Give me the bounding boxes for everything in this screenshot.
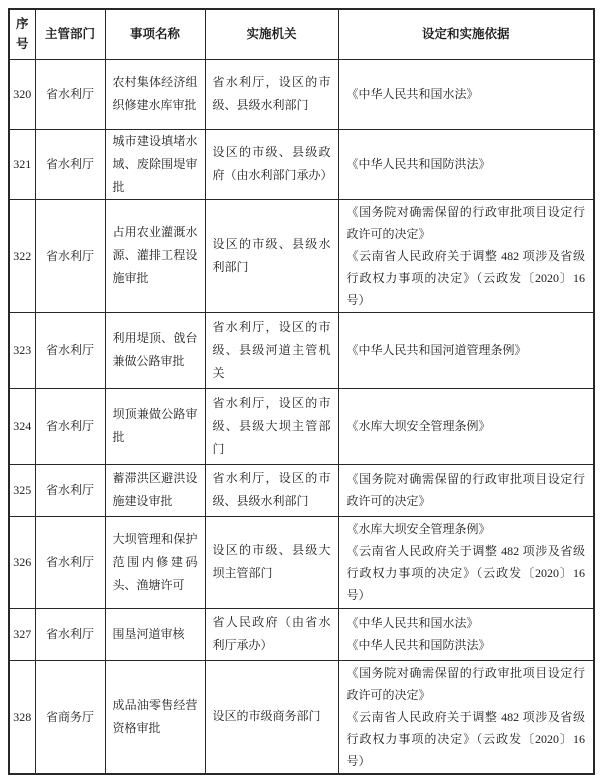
table-row (9, 516, 594, 608)
table-row (9, 59, 594, 129)
agency-cell: 设区的市级、县级水利部门 (205, 199, 338, 312)
agency-cell: 省人民政府（由省水利厅承办） (205, 608, 338, 660)
agency-cell: 省水利厅，设区的市级、县级水利部门 (205, 464, 338, 516)
basis-entry: 《云南省人民政府关于调整 482 项涉及省级行政权力事项的决定》（云政发〔2020〕16 号） (346, 544, 585, 602)
item-name-cell: 坝顶兼做公路审批 (105, 388, 205, 464)
item-name-cell: 蓄滞洪区避洪设施建设审批 (105, 464, 205, 516)
table-row (9, 660, 594, 774)
administrative-items-table (8, 8, 595, 775)
dept-cell: 省水利厅 (35, 59, 105, 129)
dept-cell: 省水利厅 (35, 129, 105, 199)
dept-cell: 省商务厅 (35, 660, 105, 774)
row-number-cell: 326 (9, 516, 35, 608)
basis-entry: 《水库大坝安全管理条例》 (346, 419, 491, 433)
agency-cell: 省水利厅，设区的市级、县级河道主管机关 (205, 312, 338, 388)
row-number-cell: 320 (9, 59, 35, 129)
basis-entry: 《国务院对确需保留的行政审批项目设定行政许可的决定》 (346, 204, 585, 241)
dept-cell: 省水利厅 (35, 199, 105, 312)
basis-entry: 《云南省人民政府关于调整 482 项涉及省级行政权力事项的决定》（云政发〔2020〕16 号） (346, 709, 585, 768)
basis-entry: 《中华人民共和国河道管理条例》 (346, 343, 527, 357)
item-name-cell: 围垦河道审核 (105, 608, 205, 660)
table-row (9, 608, 594, 660)
row-number-cell: 322 (9, 199, 35, 312)
header-no: 序号 (9, 9, 35, 59)
agency-cell: 省水利厅，设区的市级、县级水利部门 (205, 59, 338, 129)
header-basis: 设定和实施依据 (338, 9, 594, 59)
basis-cell (338, 129, 594, 199)
header-row (9, 9, 594, 59)
item-name-cell: 成品油零售经营资格审批 (105, 660, 205, 774)
item-name-cell: 利用堤顶、戗台兼做公路审批 (105, 312, 205, 388)
basis-entry: 《水库大坝安全管理条例》 (346, 522, 491, 536)
item-name-cell: 占用农业灌溉水源、灌排工程设施审批 (105, 199, 205, 312)
basis-cell (338, 312, 594, 388)
dept-cell: 省水利厅 (35, 312, 105, 388)
basis-cell (338, 660, 594, 774)
item-name-cell: 大坝管理和保护范围内修建码头、渔塘许可 (105, 516, 205, 608)
basis-entry: 《国务院对确需保留的行政审批项目设定行政许可的决定》 (346, 665, 585, 702)
dept-cell: 省水利厅 (35, 464, 105, 516)
row-number-cell: 323 (9, 312, 35, 388)
basis-entry: 《云南省人民政府关于调整 482 项涉及省级行政权力事项的决定》（云政发〔2020〕16 号） (346, 248, 585, 307)
header-agency: 实施机关 (205, 9, 338, 59)
basis-cell (338, 464, 594, 516)
table-row (9, 199, 594, 312)
row-number-cell: 321 (9, 129, 35, 199)
header-item: 事项名称 (105, 9, 205, 59)
basis-cell (338, 608, 594, 660)
basis-cell (338, 59, 594, 129)
basis-cell (338, 516, 594, 608)
basis-entry: 《中华人民共和国水法》 (346, 616, 479, 630)
agency-cell: 设区的市级、县级政府（由水利部门承办） (205, 129, 338, 199)
basis-entry: 《中华人民共和国防洪法》 (346, 638, 491, 652)
basis-entry: 《中华人民共和国水法》 (346, 87, 479, 101)
basis-entry: 《国务院对确需保留的行政审批项目设定行政许可的决定》 (346, 472, 585, 508)
item-name-cell: 城市建设填堵水域、废除围堤审批 (105, 129, 205, 199)
row-number-cell: 325 (9, 464, 35, 516)
table-row (9, 388, 594, 464)
row-number-cell: 327 (9, 608, 35, 660)
dept-cell: 省水利厅 (35, 388, 105, 464)
table-row (9, 129, 594, 199)
agency-cell: 省水利厅，设区的市级、县级大坝主管部门 (205, 388, 338, 464)
table-row (9, 312, 594, 388)
dept-cell: 省水利厅 (35, 516, 105, 608)
agency-cell: 设区的市级商务部门 (205, 660, 338, 774)
agency-cell: 设区的市级、县级大坝主管部门 (205, 516, 338, 608)
basis-entry: 《中华人民共和国防洪法》 (346, 157, 491, 171)
table-row (9, 464, 594, 516)
item-name-cell: 农村集体经济组织修建水库审批 (105, 59, 205, 129)
dept-cell: 省水利厅 (35, 608, 105, 660)
header-dept: 主管部门 (35, 9, 105, 59)
basis-cell (338, 388, 594, 464)
basis-cell (338, 199, 594, 312)
row-number-cell: 324 (9, 388, 35, 464)
row-number-cell: 328 (9, 660, 35, 774)
